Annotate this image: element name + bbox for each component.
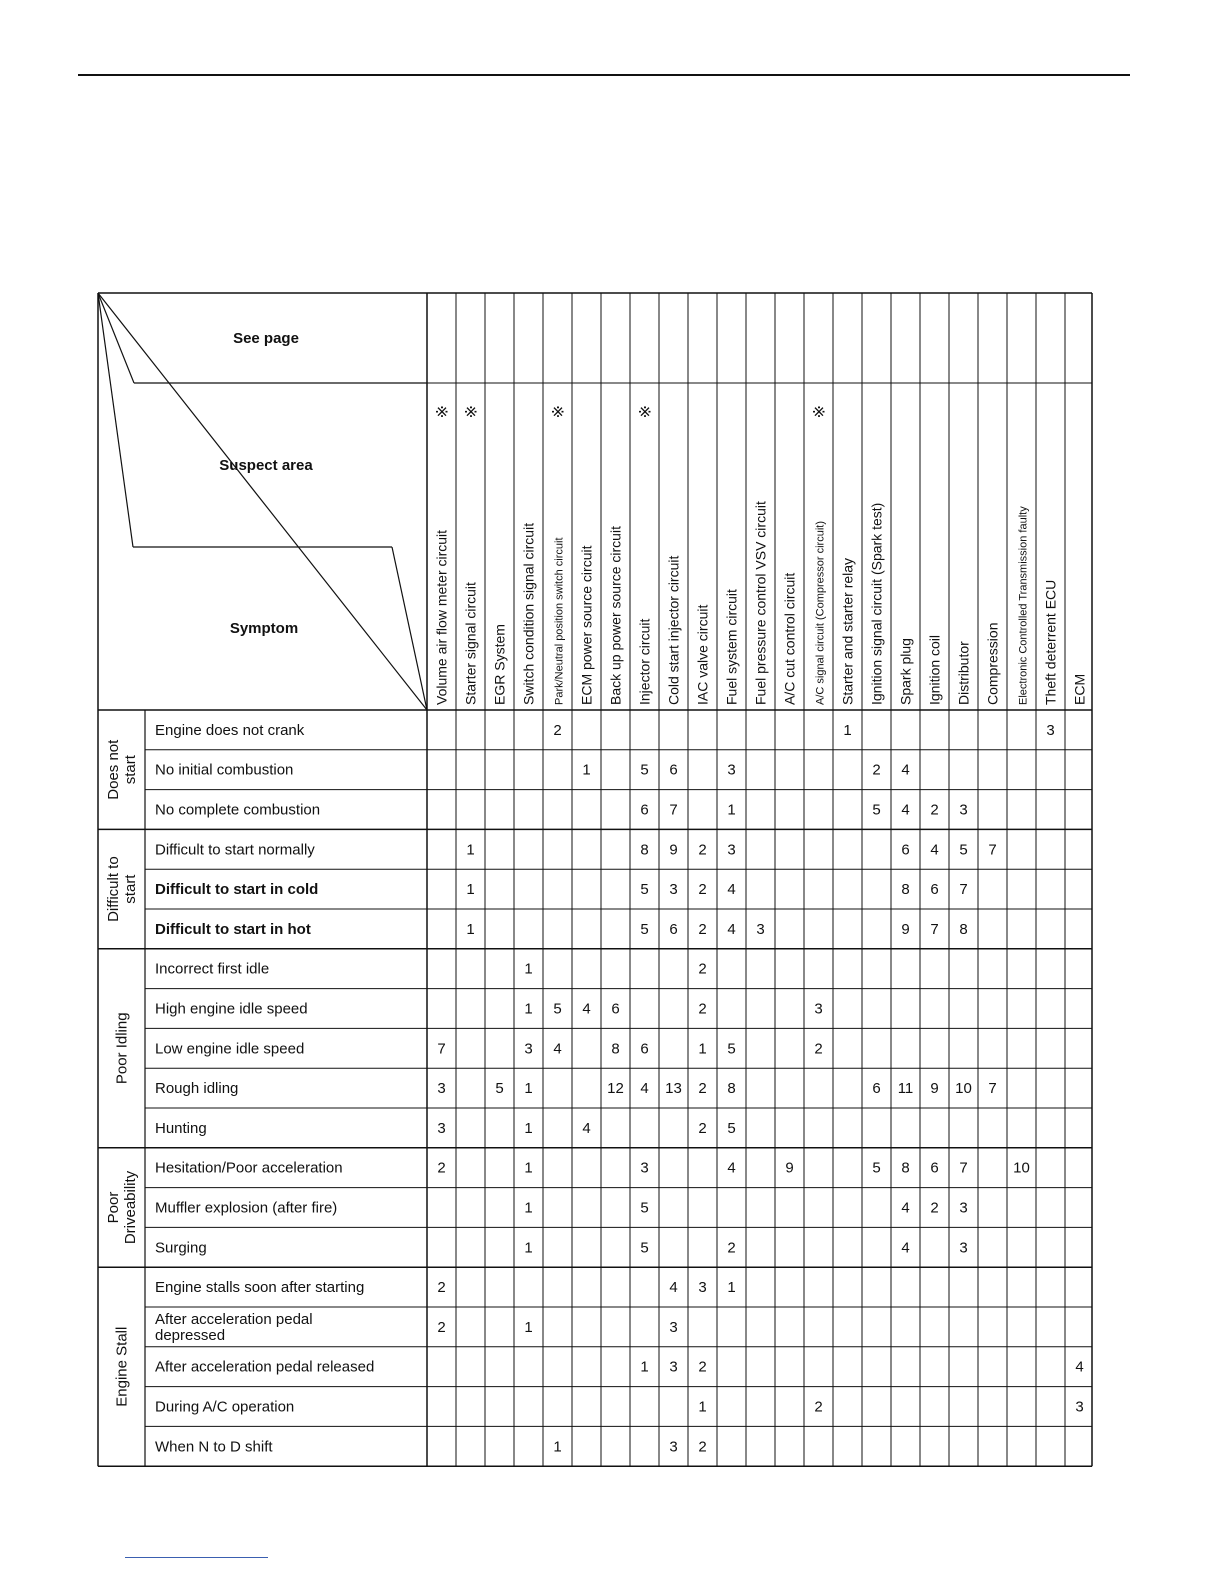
priority-cell: 5 (959, 841, 968, 859)
priority-cell: 4 (901, 1199, 910, 1217)
priority-cell: 3 (727, 761, 736, 779)
symptom-label-line: Hunting (155, 1119, 207, 1137)
group-label-line: Driveability (122, 1170, 139, 1245)
note-mark: ※ (434, 405, 452, 419)
priority-cell: 7 (988, 841, 997, 859)
priority-cell: 2 (698, 1119, 707, 1137)
priority-cell: 6 (640, 801, 649, 819)
symptom-label-line: No initial combustion (155, 761, 294, 779)
priority-cell: 2 (698, 920, 707, 938)
priority-cell: 5 (640, 920, 649, 938)
priority-cell: 1 (524, 1080, 533, 1098)
column-header: Back up power source circuit (607, 526, 624, 705)
table-row (155, 921, 968, 938)
note-mark: ※ (637, 405, 655, 419)
priority-cell: 2 (930, 1199, 939, 1217)
priority-cell: 3 (640, 1159, 649, 1177)
column-header: Theft deterrent ECU (1042, 579, 1059, 705)
priority-cell: 5 (872, 1159, 881, 1177)
priority-cell: 4 (727, 920, 736, 938)
priority-cell: 9 (669, 841, 678, 859)
priority-cell: 1 (524, 1119, 533, 1137)
priority-cell: 5 (553, 1000, 562, 1018)
table-row (155, 1311, 678, 1344)
column-header: EGR System (491, 624, 508, 705)
symptom-label (155, 1399, 294, 1416)
priority-cell: 4 (901, 1239, 910, 1257)
priority-cell: 1 (640, 1358, 649, 1376)
column-header: Injector circuit (636, 618, 653, 705)
priority-cell: 2 (814, 1040, 823, 1058)
priority-cell: 2 (698, 960, 707, 978)
priority-cell: 10 (1013, 1159, 1030, 1177)
priority-cell: 7 (959, 1159, 968, 1177)
priority-cell: 4 (553, 1040, 562, 1058)
priority-cell: 5 (640, 881, 649, 899)
symptom-label (155, 1040, 304, 1057)
symptom-label-line: During A/C operation (155, 1398, 295, 1416)
priority-cell: 3 (437, 1080, 446, 1098)
priority-cell: 8 (901, 881, 910, 899)
column-header: Fuel system circuit (723, 589, 740, 705)
table-row (155, 1120, 736, 1137)
group-label (105, 1170, 139, 1244)
priority-cell: 2 (698, 1080, 707, 1098)
group-label-line: Engine Stall (113, 1326, 131, 1407)
priority-cell: 5 (872, 801, 881, 819)
group-label (105, 739, 139, 800)
group-label-line: start (122, 874, 139, 904)
priority-cell: 4 (930, 841, 939, 859)
priority-cell: 5 (495, 1080, 504, 1098)
symptom-label (155, 762, 293, 779)
priority-cell: 4 (582, 1000, 591, 1018)
priority-cell: 1 (466, 920, 475, 938)
priority-cell: 3 (669, 1358, 678, 1376)
priority-cell: 1 (524, 1239, 533, 1257)
table-row (155, 1438, 707, 1455)
symptom-label-line: Engine does not crank (155, 721, 305, 739)
priority-cell: 8 (640, 841, 649, 859)
symptom-label (155, 802, 320, 819)
priority-cell: 3 (437, 1119, 446, 1137)
priority-cell: 9 (785, 1159, 794, 1177)
priority-cell: 12 (607, 1080, 624, 1098)
priority-cell: 2 (814, 1398, 823, 1416)
symptom-label-line: Difficult to start normally (155, 841, 315, 859)
priority-cell: 8 (727, 1080, 736, 1098)
priority-cell: 1 (727, 801, 736, 819)
priority-cell: 2 (437, 1159, 446, 1177)
table-row (155, 1160, 1030, 1177)
symptom-label-line: Difficult to start in hot (155, 920, 311, 938)
column-header: ECM (1071, 673, 1088, 705)
symptom-label-line: Difficult to start in cold (155, 881, 319, 899)
priority-cell: 1 (524, 1159, 533, 1177)
priority-cell: 3 (669, 881, 678, 899)
priority-cell: 6 (930, 881, 939, 899)
symptom-label-line: High engine idle speed (155, 1000, 308, 1018)
column-header: A/C cut control circuit (781, 572, 798, 705)
column-headers (434, 405, 1088, 705)
priority-cell: 4 (901, 801, 910, 819)
group-label-line: Poor (105, 1191, 122, 1224)
priority-cell: 1 (524, 960, 533, 978)
symptom-label-line: depressed (155, 1326, 226, 1344)
column-header: ECM power source circuit (578, 545, 595, 705)
priority-cell: 11 (897, 1080, 914, 1098)
priority-cell: 1 (698, 1398, 707, 1416)
symptom-rows (155, 722, 1084, 1455)
table-row (155, 961, 707, 978)
priority-cell: 8 (959, 920, 968, 938)
priority-cell: 6 (872, 1080, 881, 1098)
priority-cell: 4 (669, 1279, 678, 1297)
priority-cell: 1 (524, 1199, 533, 1217)
priority-cell: 3 (1046, 721, 1055, 739)
symptom-label-line: Surging (155, 1239, 207, 1257)
note-mark: ※ (550, 405, 568, 419)
priority-cell: 3 (814, 1000, 823, 1018)
priority-cell: 2 (437, 1279, 446, 1297)
priority-cell: 5 (727, 1040, 736, 1058)
table-row (155, 1399, 1084, 1416)
priority-cell: 7 (988, 1080, 997, 1098)
symptom-groups (105, 739, 139, 1407)
priority-cell: 2 (698, 1358, 707, 1376)
priority-cell: 3 (698, 1279, 707, 1297)
symptom-header: Symptom (229, 620, 299, 637)
priority-cell: 1 (727, 1279, 736, 1297)
symptom-label-line: Low engine idle speed (155, 1040, 305, 1058)
table-row (155, 1001, 823, 1018)
column-header: Switch condition signal circuit (520, 522, 537, 705)
priority-cell: 1 (698, 1040, 707, 1058)
priority-cell: 3 (1075, 1398, 1084, 1416)
priority-cell: 2 (930, 801, 939, 819)
symptom-label (155, 1120, 207, 1137)
priority-cell: 8 (901, 1159, 910, 1177)
priority-cell: 2 (727, 1239, 736, 1257)
priority-cell: 2 (698, 1000, 707, 1018)
symptom-label (155, 881, 318, 898)
priority-cell: 6 (901, 841, 910, 859)
priority-cell: 2 (698, 881, 707, 899)
footer-link-rule (125, 1557, 268, 1558)
column-header: Fuel pressure control VSV circuit (752, 501, 769, 705)
priority-cell: 1 (582, 761, 591, 779)
symptom-label (155, 1239, 207, 1256)
group-label (105, 856, 139, 922)
symptom-label-line: Engine stalls soon after starting (155, 1279, 365, 1297)
column-header: A/C signal circuit (Compressor circuit) (814, 521, 827, 705)
priority-cell: 4 (1075, 1358, 1084, 1376)
column-header: Volume air flow meter circuit (433, 529, 450, 705)
column-header: Distributor (955, 641, 972, 705)
priority-cell: 9 (901, 920, 910, 938)
column-header: Cold start injector circuit (665, 555, 682, 705)
table-row (155, 1239, 968, 1256)
group-label (114, 1327, 131, 1407)
note-mark: ※ (463, 405, 481, 419)
priority-cell: 7 (437, 1040, 446, 1058)
symptom-label (155, 1279, 364, 1296)
symptom-label (155, 921, 311, 938)
priority-cell: 6 (930, 1159, 939, 1177)
priority-cell: 10 (955, 1080, 972, 1098)
priority-cell: 3 (959, 801, 968, 819)
priority-cell: 3 (756, 920, 765, 938)
priority-cell: 3 (727, 841, 736, 859)
table-row (155, 1279, 736, 1296)
priority-cell: 4 (727, 881, 736, 899)
column-header: Starter and starter relay (839, 557, 856, 705)
priority-cell: 1 (466, 841, 475, 859)
see-page-header: See page (233, 330, 299, 347)
priority-cell: 8 (611, 1040, 620, 1058)
group-label-line: Does not (105, 739, 122, 800)
symptom-label-line: When N to D shift (155, 1438, 273, 1456)
priority-cell: 5 (640, 1239, 649, 1257)
symptom-label (155, 1438, 273, 1455)
priority-cell: 7 (930, 920, 939, 938)
table-row (155, 1080, 997, 1097)
symptom-label (155, 961, 269, 978)
symptom-label-line: Muffler explosion (after fire) (155, 1199, 338, 1217)
priority-cell: 6 (669, 761, 678, 779)
symptom-label (155, 722, 305, 739)
symptom-label (155, 1001, 308, 1018)
priority-cell: 2 (553, 721, 562, 739)
table-row (155, 1200, 968, 1217)
symptom-label-line: Hesitation/Poor acceleration (155, 1159, 343, 1177)
symptom-label-line: Incorrect first idle (155, 960, 270, 978)
priority-cell: 5 (640, 1199, 649, 1217)
table-row (155, 881, 968, 898)
priority-cell: 2 (698, 1438, 707, 1456)
symptom-label (155, 841, 315, 858)
priority-cell: 1 (553, 1438, 562, 1456)
priority-cell: 4 (901, 761, 910, 779)
priority-cell: 3 (524, 1040, 533, 1058)
suspect-area-header: Suspect area (219, 457, 313, 474)
priority-cell: 3 (669, 1318, 678, 1336)
group-label (114, 1012, 131, 1084)
priority-cell: 1 (466, 881, 475, 899)
symptom-label-line: Rough idling (155, 1080, 239, 1098)
table-row (155, 802, 968, 819)
priority-cell: 4 (727, 1159, 736, 1177)
table-row (155, 762, 910, 779)
priority-cell: 5 (640, 761, 649, 779)
priority-cell: 3 (959, 1199, 968, 1217)
priority-cell: 6 (611, 1000, 620, 1018)
priority-cell: 1 (524, 1318, 533, 1336)
priority-cell: 2 (437, 1318, 446, 1336)
priority-cell: 1 (524, 1000, 533, 1018)
priority-cell: 3 (959, 1239, 968, 1257)
symptom-label (155, 1160, 343, 1177)
symptom-label (155, 1359, 374, 1376)
group-label-line: Difficult to (105, 856, 122, 922)
column-header: Starter signal circuit (462, 582, 479, 705)
note-mark: ※ (811, 405, 829, 419)
priority-cell: 13 (665, 1080, 682, 1098)
priority-cell: 2 (698, 841, 707, 859)
priority-cell: 6 (640, 1040, 649, 1058)
table-row (155, 1040, 823, 1057)
column-header: Park/Neutral position switch circuit (553, 537, 566, 705)
group-label-line: Poor Idling (113, 1012, 131, 1085)
priority-cell: 4 (640, 1080, 649, 1098)
column-header: Spark plug (897, 638, 914, 705)
symptom-label (155, 1311, 313, 1344)
priority-cell: 2 (872, 761, 881, 779)
symptom-label-line: After acceleration pedal (155, 1310, 313, 1328)
priority-cell: 4 (582, 1119, 591, 1137)
table-row (155, 1359, 1084, 1376)
table-row (155, 841, 997, 858)
priority-cell: 5 (727, 1119, 736, 1137)
column-header: Electronic Controlled Transmission faulty (1017, 506, 1030, 705)
symptom-label-line: No complete combustion (155, 801, 321, 819)
priority-cell: 3 (669, 1438, 678, 1456)
priority-cell: 1 (843, 721, 852, 739)
priority-cell: 6 (669, 920, 678, 938)
symptom-label-line: After acceleration pedal released (155, 1358, 375, 1376)
priority-cell: 7 (669, 801, 678, 819)
priority-cell: 7 (959, 881, 968, 899)
symptom-label (155, 1200, 337, 1217)
symptom-label (155, 1080, 238, 1097)
priority-cell: 9 (930, 1080, 939, 1098)
column-header: Compression (984, 622, 1001, 705)
column-header: Ignition coil (926, 634, 943, 705)
column-header: IAC valve circuit (694, 604, 711, 705)
group-label-line: start (122, 755, 139, 785)
column-header: Ignition signal circuit (Spark test) (868, 502, 885, 705)
